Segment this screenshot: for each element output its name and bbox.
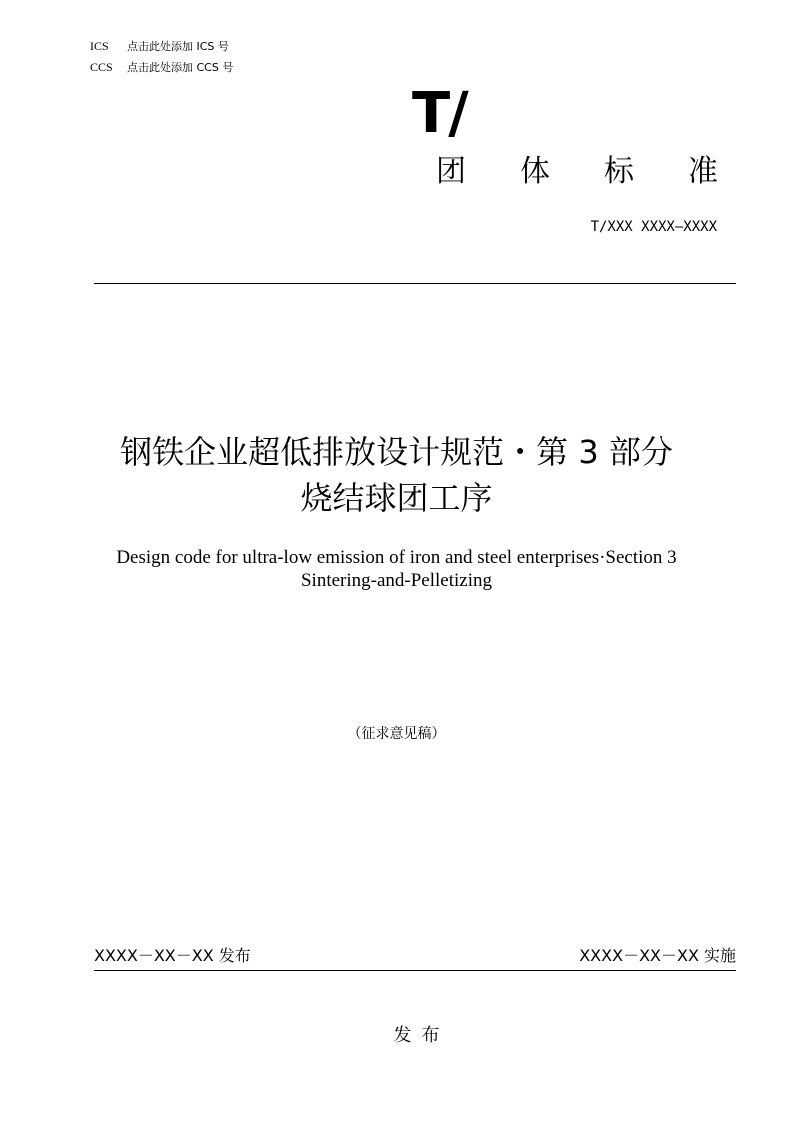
issue-date: XXXX－XX－XX 发布 bbox=[94, 946, 251, 965]
title-zh-line1: 钢铁企业超低排放设计规范・第 3 部分 bbox=[120, 433, 673, 471]
ccs-placeholder[interactable]: 点击此处添加 CCS 号 bbox=[127, 61, 234, 74]
ics-placeholder[interactable]: 点击此处添加 ICS 号 bbox=[127, 40, 229, 53]
publisher-label: 发布 bbox=[393, 1025, 450, 1046]
header-divider bbox=[94, 283, 736, 284]
ccs-row bbox=[90, 59, 233, 76]
implementation-date: XXXX－XX－XX 实施 bbox=[579, 946, 736, 965]
title-en-line1: Design code for ultra-low emission of iron and steel enterprises·Section 3 bbox=[116, 547, 677, 568]
title-en-line2: Sintering-and-Pelletizing bbox=[300, 570, 492, 591]
ccs-label: CCS bbox=[90, 60, 113, 74]
title-zh-line2: 烧结球团工序 bbox=[300, 479, 493, 517]
footer-divider bbox=[94, 970, 736, 971]
standard-number: T/XXX XXXX—XXXX bbox=[590, 219, 717, 235]
draft-status: （征求意见稿） bbox=[347, 726, 446, 742]
ics-label: ICS bbox=[90, 39, 109, 53]
standard-logo: T/ bbox=[412, 81, 467, 146]
standard-type-heading: 团体标准 bbox=[436, 154, 772, 189]
ics-row bbox=[90, 38, 229, 55]
